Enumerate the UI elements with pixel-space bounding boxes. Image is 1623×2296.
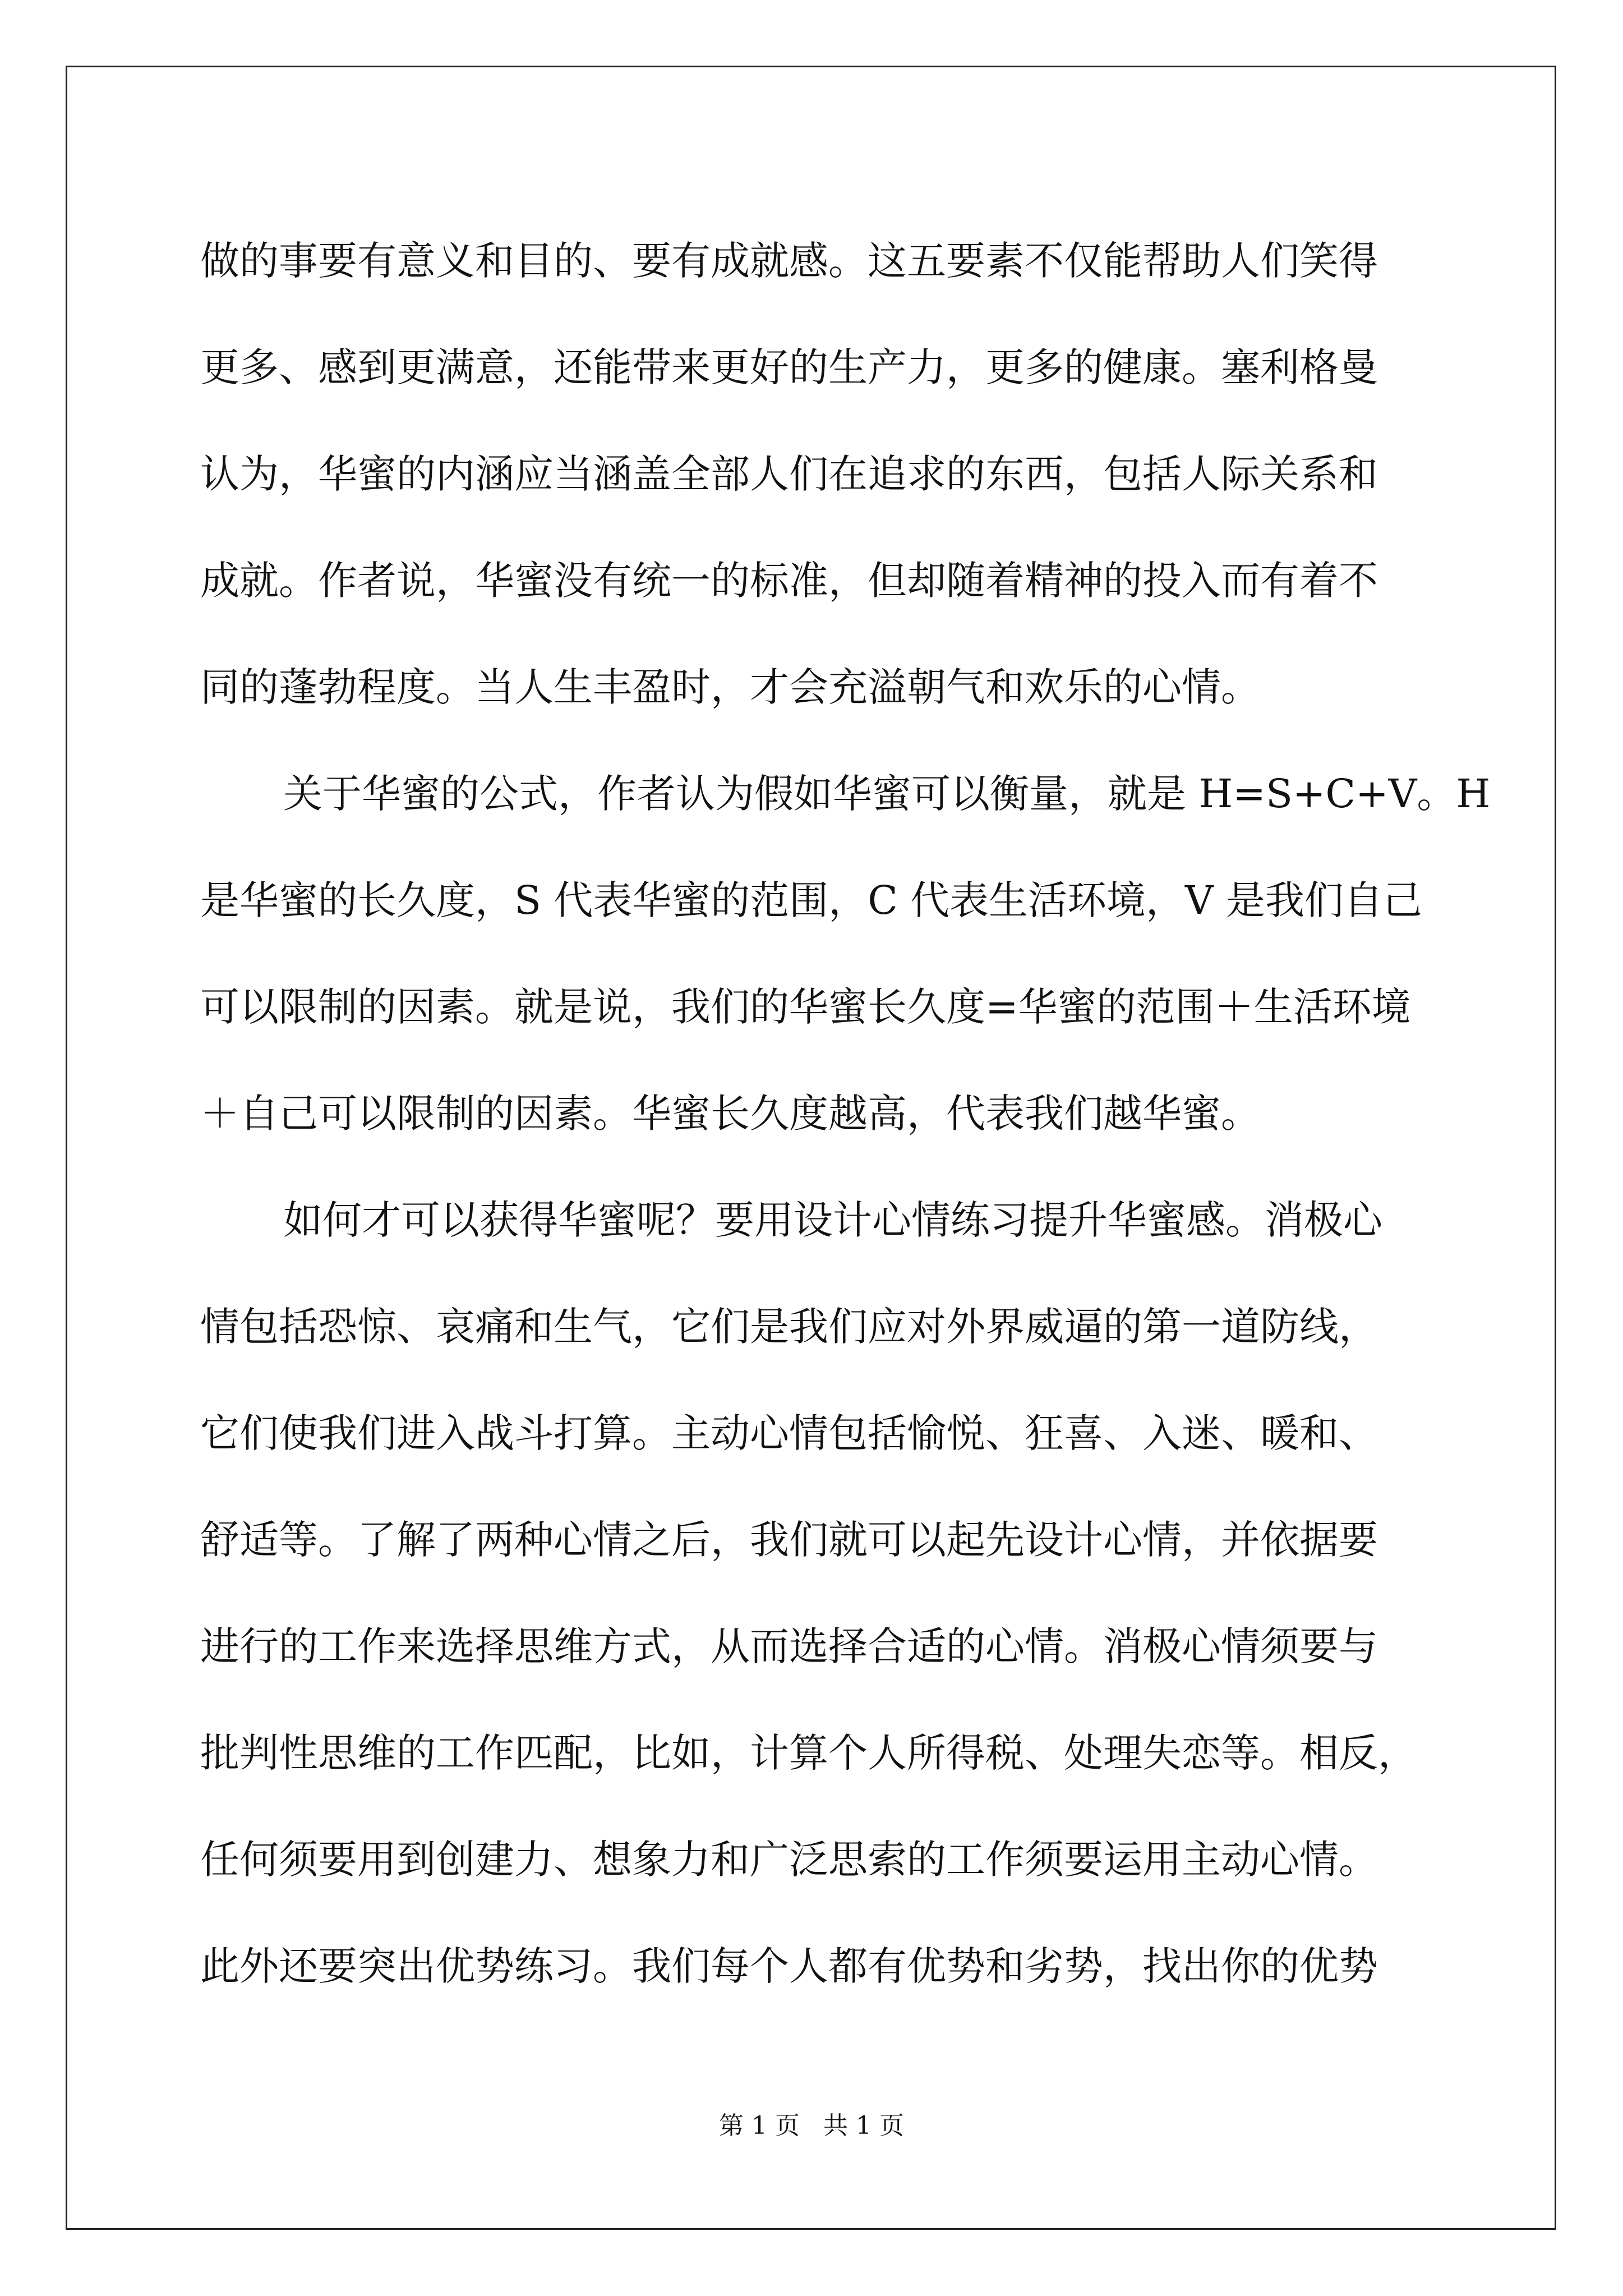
text-line: 进行的工作来选择思维方式，从而选择合适的心情。消极心情须要与: [200, 1623, 1378, 1669]
text-line: 任何须要用到创建力、想象力和广泛思索的工作须要运用主动心情。: [200, 1837, 1378, 1883]
paragraph-start-line: 如何才可以获得华蜜呢？要用设计心情练习提升华蜜感。消极心: [283, 1197, 1382, 1243]
text-line: ＋自己可以限制的因素。华蜜长久度越高，代表我们越华蜜。: [200, 1091, 1260, 1137]
text-line: 是华蜜的长久度，S 代表华蜜的范围，C 代表生活环境，V 是我们自己: [200, 877, 1422, 923]
text-line: 同的蓬勃程度。当人生丰盈时，才会充溢朝气和欢乐的心情。: [200, 664, 1260, 710]
text-line: 舒适等。了解了两种心情之后，我们就可以起先设计心情，并依据要: [200, 1517, 1378, 1563]
text-line: 批判性思维的工作匹配，比如，计算个人所得税、处理失恋等。相反，: [200, 1730, 1417, 1776]
text-line: 做的事要有意义和目的、要有成就感。这五要素不仅能帮助人们笑得: [200, 238, 1378, 284]
page-number-footer: 第 1 页 共 1 页: [719, 2111, 904, 2140]
document-body: [200, 208, 1491, 2019]
text-line: 它们使我们进入战斗打算。主动心情包括愉悦、狂喜、入迷、暖和、: [200, 1410, 1378, 1456]
text-line: 成就。作者说，华蜜没有统一的标准，但却随着精神的投入而有着不: [200, 558, 1378, 604]
text-line: 此外还要突出优势练习。我们每个人都有优势和劣势，找出你的优势: [200, 1943, 1378, 1989]
text-line: 情包括恐惊、哀痛和生气，它们是我们应对外界威逼的第一道防线，: [200, 1304, 1378, 1350]
text-line: 更多、感到更满意，还能带来更好的生产力，更多的健康。塞利格曼: [200, 344, 1378, 390]
text-line: 认为，华蜜的内涵应当涵盖全部人们在追求的东西，包括人际关系和: [200, 451, 1378, 497]
text-line: 可以限制的因素。就是说，我们的华蜜长久度=华蜜的范围＋生活环境: [200, 984, 1411, 1030]
paragraph-start-line: 关于华蜜的公式，作者认为假如华蜜可以衡量，就是 H=S+C+V。H: [283, 771, 1491, 817]
